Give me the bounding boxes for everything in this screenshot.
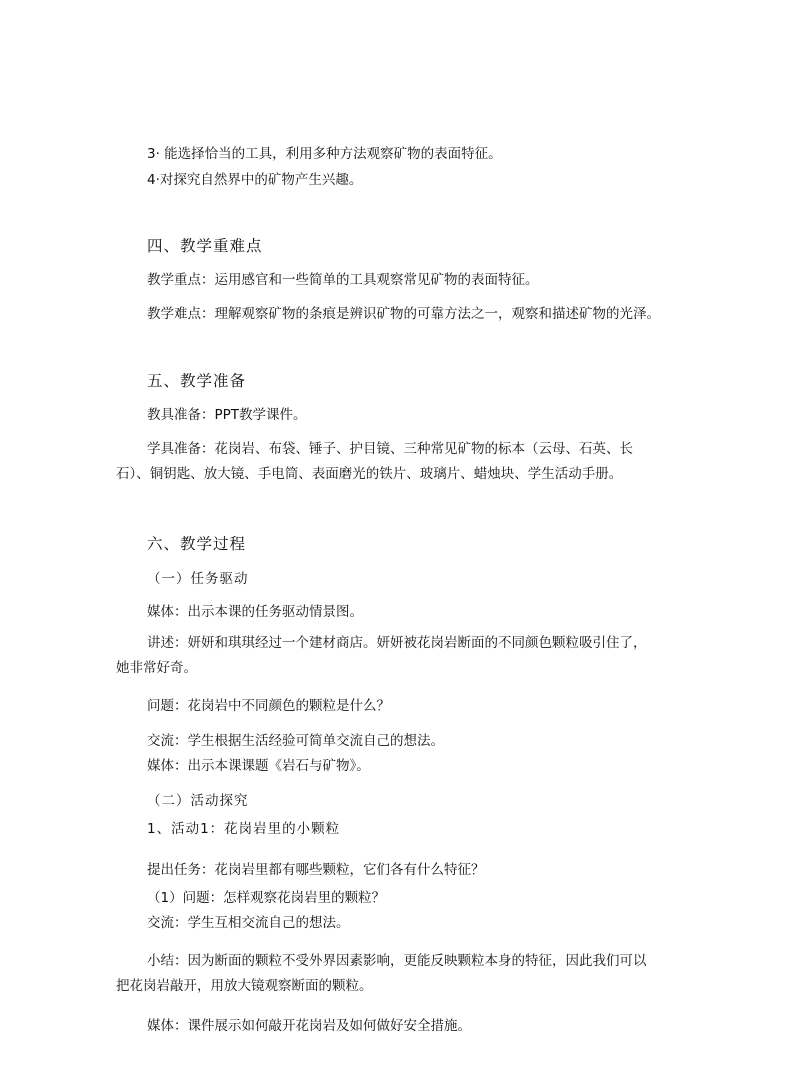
- objective-item-4: 4·对探究自然界中的矿物产生兴趣。: [147, 172, 363, 188]
- part-1-question: 问题：花岗岩中不同颜色的颗粒是什么？: [147, 698, 390, 714]
- part-2-heading: （二）活动探究: [147, 793, 249, 809]
- section-4-heading: 四、教学重难点: [147, 237, 263, 255]
- section-6-heading: 六、教学过程: [147, 535, 247, 553]
- activity-1-summary-line-2: 把花岗岩敲开，用放大镜观察断面的颗粒。: [116, 978, 373, 994]
- part-1-narration-line-1: 讲述：妍妍和琪琪经过一个建材商店。妍妍被花岗岩断面的不同颜色颗粒吸引住了，: [147, 635, 647, 651]
- activity-1-media: 媒体：课件展示如何敲开花岗岩及如何做好安全措施。: [147, 1018, 471, 1034]
- objective-item-3: 3· 能选择恰当的工具，利用多种方法观察矿物的表面特征。: [147, 146, 502, 162]
- teaching-key-point: 教学重点：运用感官和一些简单的工具观察常见矿物的表面特征。: [147, 272, 539, 288]
- section-5-heading: 五、教学准备: [147, 372, 247, 390]
- teaching-difficulty: 教学难点：理解观察矿物的条痕是辨识矿物的可靠方法之一，观察和描述矿物的光泽。: [147, 306, 660, 322]
- part-1-exchange: 交流：学生根据生活经验可简单交流自己的想法。: [147, 733, 444, 749]
- student-prep-line-2: 石）、铜钥匙、放大镜、手电筒、表面磨光的铁片、玻璃片、蜡烛块、学生活动手册。: [116, 466, 623, 482]
- student-prep-line-1: 学具准备：花岗岩、布袋、锤子、护目镜、三种常见矿物的标本（云母、石英、长: [147, 441, 633, 457]
- part-1-heading: （一）任务驱动: [147, 571, 249, 587]
- activity-1-question-1: （1）问题：怎样观察花岗岩里的颗粒？: [147, 890, 386, 906]
- part-1-media-2: 媒体：出示本课课题《岩石与矿物》。: [147, 758, 370, 774]
- part-1-media-1: 媒体：出示本课的任务驱动情景图。: [147, 604, 363, 620]
- part-1-narration-line-2: 她非常好奇。: [116, 660, 197, 676]
- activity-1-task: 提出任务：花岗岩里都有哪些颗粒，它们各有什么特征？: [147, 862, 485, 878]
- activity-1-summary-line-1: 小结：因为断面的颗粒不受外界因素影响，更能反映颗粒本身的特征，因此我们可以: [147, 953, 647, 969]
- activity-1-heading: 1、活动1：花岗岩里的小颗粒: [147, 821, 341, 837]
- activity-1-exchange: 交流：学生互相交流自己的想法。: [147, 915, 350, 931]
- teacher-prep: 教具准备：PPT教学课件。: [147, 407, 307, 423]
